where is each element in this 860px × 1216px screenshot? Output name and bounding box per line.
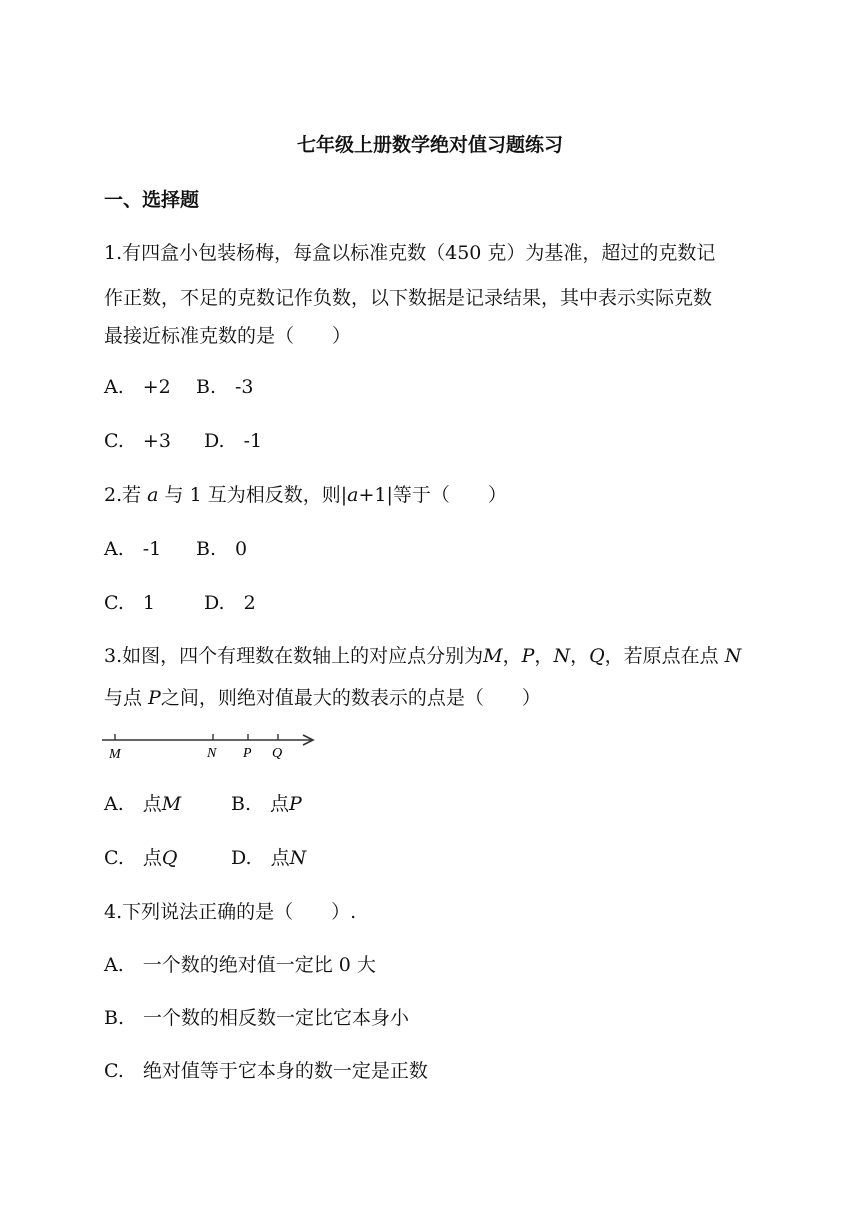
q2-option-b: B. 0 [196,538,248,560]
q3-option-b-label: B. 点 [231,793,290,815]
q2-stem [104,480,507,507]
axis-label-q: Q [272,746,283,761]
q4-option-c: C. 绝对值等于它本身的数一定是正数 [104,1060,428,1082]
q3-option-d-var: N [289,847,307,869]
page-title: 七年级上册数学绝对值习题练习 [296,134,563,156]
q3-option-c [104,843,177,870]
q3-var-q: Q [589,645,605,667]
q3-stem-line-2 [104,683,541,710]
q3-option-b [231,789,302,816]
axis-label-n: N [207,746,217,761]
q1-option-c: C. +3 [104,430,171,452]
q2-stem-suffix: +1|等于（ ） [358,484,507,506]
q2-stem-prefix: 2.若 [104,484,148,506]
q1-option-b: B. -3 [196,376,254,398]
q3-stem-line-1 [104,641,741,668]
q3-line2-prefix: 与点 [104,687,149,709]
q3-line2-suffix: 之间，则绝对值最大的数表示的点是（ ） [160,687,541,709]
q3-option-c-label: C. 点 [104,847,162,869]
q1-option-a: A. +2 [104,376,171,398]
q2-var-a-abs: a [347,484,359,506]
q3-sep: ， [534,645,554,667]
q3-option-c-var: Q [161,847,178,869]
q3-var-n2: N [724,645,742,667]
q4-option-a: A. 一个数的绝对值一定比 0 大 [104,954,376,976]
q2-stem-middle: 与 1 互为相反数，则| [158,484,348,506]
q3-option-d [231,843,306,870]
q3-var-n: N [553,645,571,667]
q3-var-p2: P [148,687,161,709]
q2-option-a: A. -1 [104,538,162,560]
q3-var-p: P [521,645,535,667]
q2-var-a: a [147,484,159,506]
q3-stem-prefix: 3.如图，四个有理数在数轴上的对应点分别为 [104,645,484,667]
q4-option-b: B. 一个数的相反数一定比它本身小 [104,1007,410,1029]
q2-option-d: D. 2 [204,592,256,614]
q1-stem-line-1: 1.有四盒小包装杨梅，每盒以标准克数（450 克）为基准，超过的克数记 [104,242,716,264]
q3-option-a [104,789,181,816]
q3-option-b-var: P [289,793,302,815]
q3-var-m: M [483,645,503,667]
q3-option-d-label: D. 点 [231,847,290,869]
q3-sep: ， [570,645,590,667]
q3-option-a-var: M [161,793,182,815]
axis-label-p: P [243,746,252,761]
q3-stem-mid: ，若原点在点 [604,645,725,667]
q1-option-d: D. -1 [204,430,263,452]
axis-label-m: M [109,747,121,762]
number-line-figure [100,728,320,764]
q3-sep: ， [502,645,522,667]
q2-option-c: C. 1 [104,592,155,614]
q1-stem-line-2: 作正数，不足的克数记作负数，以下数据是记录结果，其中表示实际克数 [104,287,713,309]
q3-option-a-label: A. 点 [104,793,162,815]
q1-stem-line-3: 最接近标准克数的是（ ） [104,325,352,347]
section-heading: 一、选择题 [104,189,200,211]
q4-stem: 4.下列说法正确的是（ ）. [104,901,357,923]
